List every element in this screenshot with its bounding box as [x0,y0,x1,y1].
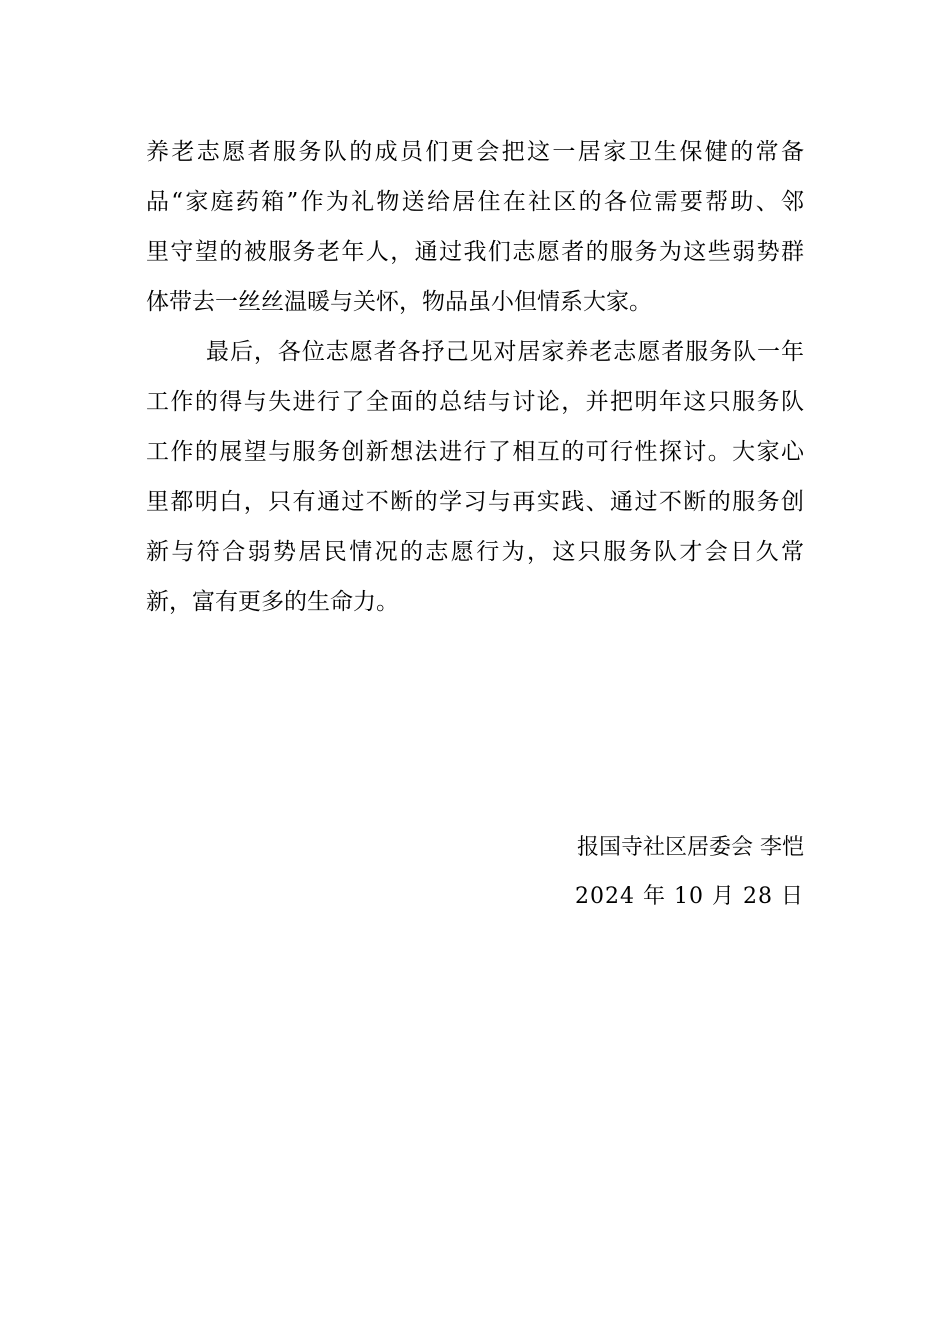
signature-date: 2024 年 10 月 28 日 [575,884,804,909]
paragraph-line: 新，富有更多的生命力。 [146,589,399,615]
paragraph-line: 工作的得与失进行了全面的总结与讨论，并把明年这只服务队 [146,389,804,415]
paragraph-line: 工作的展望与服务创新想法进行了相互的可行性探讨。大家心 [146,439,804,465]
paragraph-line: 里都明白，只有通过不断的学习与再实践、通过不断的服务创 [146,489,804,515]
paragraph-line: 品“家庭药箱”作为礼物送给居住在社区的各位需要帮助、邻 [146,189,804,215]
paragraph-line: 体带去一丝丝温暖与关怀，物品虽小但情系大家。 [146,289,652,315]
paragraph-line: 养老志愿者服务队的成员们更会把这一居家卫生保健的常备 [146,139,804,165]
paragraph-line: 最后，各位志愿者各抒己见对居家养老志愿者服务队一年 [206,339,804,365]
paragraph-volunteer-gifts [146,127,804,327]
paragraph-line: 新与符合弱势居民情况的志愿行为，这只服务队才会日久常 [146,539,804,565]
paragraph-summary-discussion [146,327,804,627]
signature-organization: 报国寺社区居委会 李恺 [577,835,804,860]
paragraph-line: 里守望的被服务老年人，通过我们志愿者的服务为这些弱势群 [146,239,804,265]
